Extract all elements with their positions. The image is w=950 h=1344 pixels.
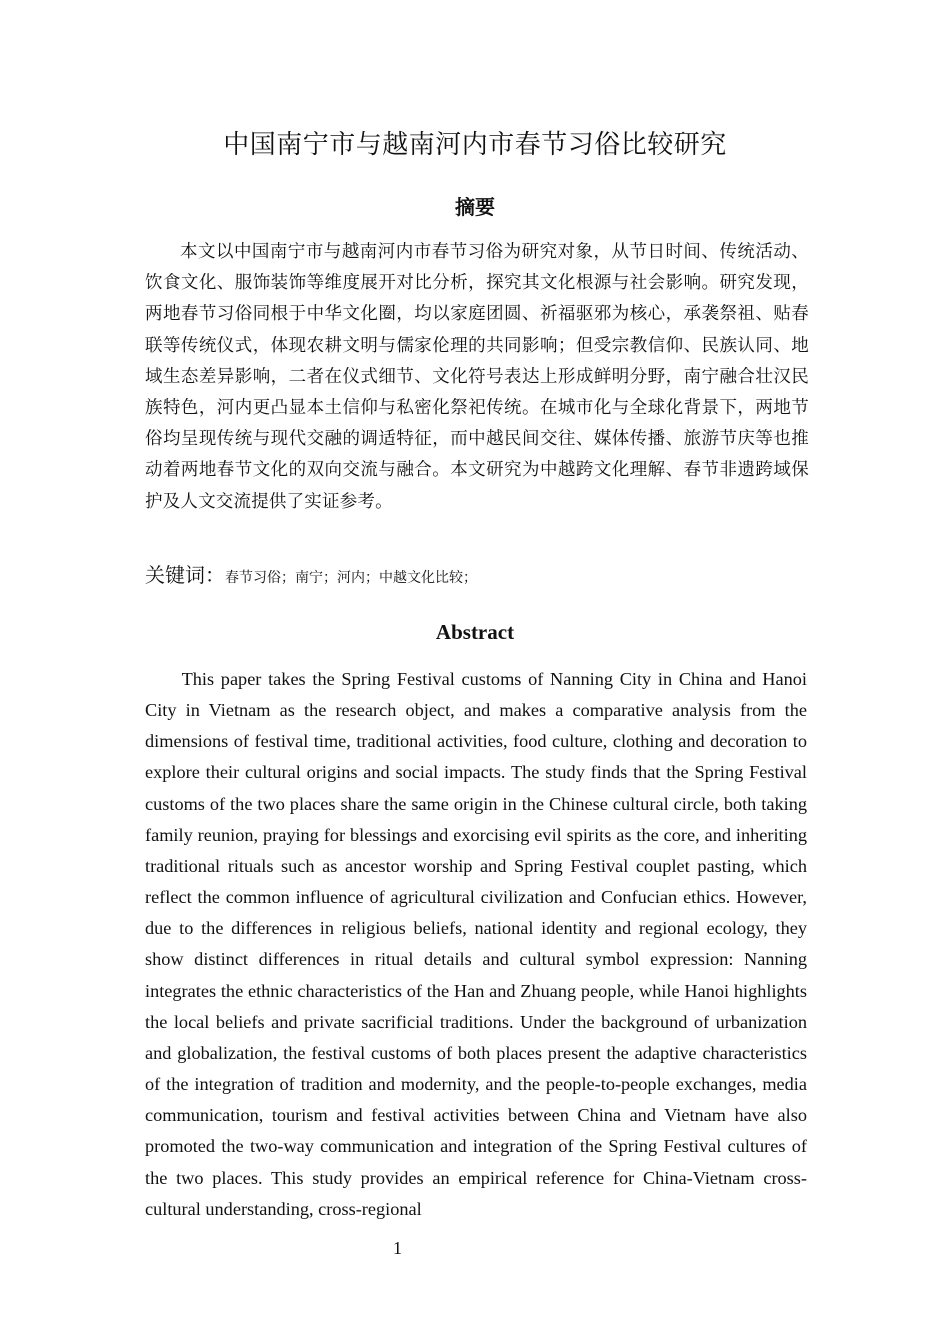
keywords-label: 关键词： — [145, 563, 225, 587]
abstract-cn-body: 本文以中国南宁市与越南河内市春节习俗为研究对象，从节日时间、传统活动、饮食文化、服饰装饰等维度展开对比分析，探究其文化根源与社会影响。研究发现，两地春节习俗同根于中华文化圈，均以家庭团圆、祈福驱邪为核心，承袭祭祖、贴春联等传统仪式，体现农耕文明与儒家伦理的共同影响；但受宗教信仰、民族认同、地域生态差异影响，二者在仪式细节、文化符号表达上形成鲜明分野，南宁融合壮汉民族特色，河内更凸显本土信仰与私密化祭祀传统。在城市化与全球化背景下，两地节俗均呈现传统与现代交融的调适特征，而中越民间交往、媒体传播、旅游节庆等也推动着两地春节文化的双向交流与融合。本文研究为中越跨文化理解、春节非遗跨域保护及人文交流提供了实证参考。 — [145, 242, 809, 512]
abstract-en-heading: Abstract — [435, 620, 515, 644]
keywords-line — [145, 559, 809, 588]
abstract-en-body: This paper takes the Spring Festival customs of Nanning City in China and Hanoi City in Vietnam as the research object, and makes a comparative analysis from the dimensions of festival time, traditional activities, food culture, clothing and decoration to explore their cultural origins and social impacts. The study finds that the Spring Festival customs of the two places share the same origin in the Chinese cultural circle, both taking family reunion, praying for blessings and exorcising evil spirits as the core, and inheriting traditional rituals such as ancestor worship and Spring Festival couplet pasting, which reflect the common influence of agricultural civilization and Confucian ethics. However, due to the differences in religious beliefs, national identity and regional ecology, they show distinct differences in ritual details and cultural symbol expression: Nanning integrates the ethnic characteristics of the Han and Zhuang people, while Hanoi highlights the local beliefs and private sacrificial traditions. Under the background of urbanization and globalization, the festival customs of both places present the adaptive characteristics of the integration of tradition and modernity, and the people-to-people exchanges, media communication, tourism and festival activities between China and Vietnam have also promoted the two-way communication and integration of the Spring Festival cultures of the two places. This study provides an empirical reference for China-Vietnam cross-cultural understanding, cross-regional — [145, 669, 807, 1219]
paper-title: 中国南宁市与越南河内市春节习俗比较研究 — [223, 130, 727, 160]
keywords-text: 春节习俗；南宁；河内；中越文化比较； — [225, 570, 477, 586]
abstract-cn-heading: 摘要 — [455, 195, 495, 219]
page-number: 1 — [393, 1238, 402, 1258]
